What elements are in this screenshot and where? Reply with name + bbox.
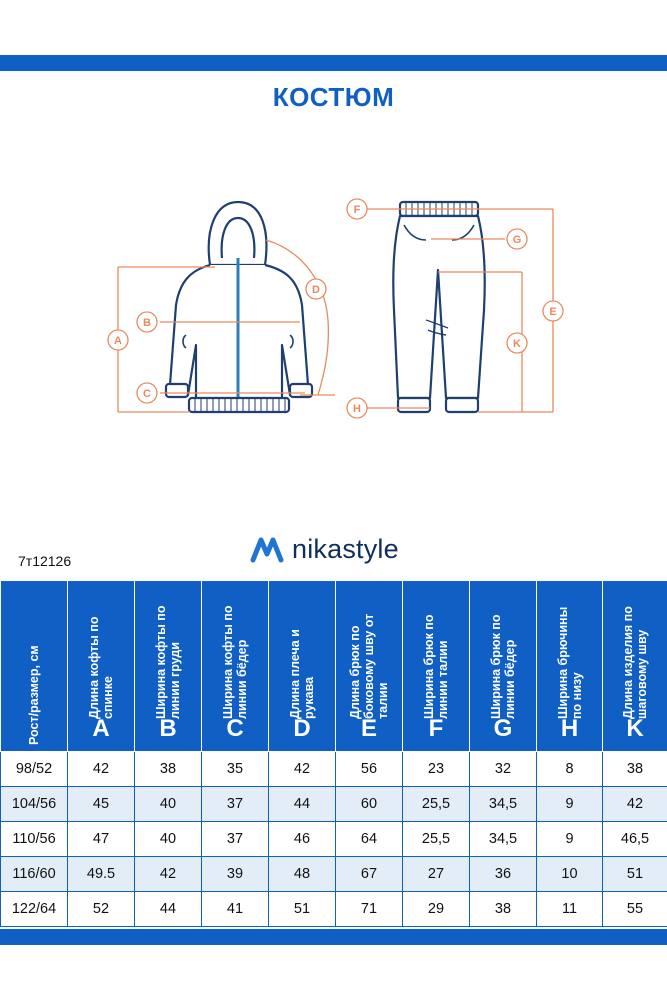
header-size bbox=[1, 581, 68, 752]
marker-e-label: E bbox=[549, 306, 557, 318]
table-cell: 60 bbox=[336, 787, 403, 822]
table-row bbox=[1, 752, 667, 787]
header-k bbox=[603, 581, 667, 752]
header-f bbox=[403, 581, 470, 752]
page-title: КОСТЮМ bbox=[272, 82, 395, 112]
header-letter: H bbox=[560, 715, 579, 742]
table-cell: 122/64 bbox=[1, 892, 68, 927]
header-d bbox=[269, 581, 336, 752]
table-cell: 64 bbox=[336, 822, 403, 857]
header-letter: A bbox=[92, 715, 110, 742]
header-label: Ширина брюк по линии талии bbox=[422, 614, 450, 719]
table-cell: 11 bbox=[537, 892, 603, 927]
table-cell: 9 bbox=[537, 822, 603, 857]
table-cell: 39 bbox=[202, 857, 269, 892]
table-cell: 36 bbox=[470, 857, 537, 892]
header-label: Длина брюк по боковому шву от талии bbox=[348, 613, 390, 719]
header-b bbox=[135, 581, 202, 752]
table-cell: 42 bbox=[603, 787, 667, 822]
header-letter: C bbox=[226, 715, 244, 742]
marker-f-label: F bbox=[353, 204, 361, 216]
header-label: Длина изделия по шаговому шву bbox=[621, 606, 649, 719]
table-cell: 27 bbox=[403, 857, 470, 892]
article-number: 7т12126 bbox=[18, 553, 72, 569]
header-letter: F bbox=[428, 715, 444, 742]
table-cell: 10 bbox=[537, 857, 603, 892]
table-cell: 9 bbox=[537, 787, 603, 822]
header-e bbox=[336, 581, 403, 752]
marker-a-label: A bbox=[114, 335, 122, 347]
table-cell: 38 bbox=[135, 752, 202, 787]
table-cell: 42 bbox=[269, 752, 336, 787]
table-cell: 56 bbox=[336, 752, 403, 787]
table-cell: 55 bbox=[603, 892, 667, 927]
table-cell: 49.5 bbox=[68, 857, 135, 892]
table-cell: 71 bbox=[336, 892, 403, 927]
table-cell: 104/56 bbox=[1, 787, 68, 822]
table-cell: 98/52 bbox=[1, 752, 68, 787]
table-cell: 23 bbox=[403, 752, 470, 787]
marker-h-label: H bbox=[353, 403, 361, 415]
table-cell: 46 bbox=[269, 822, 336, 857]
header-letter: D bbox=[293, 715, 311, 742]
marker-b-label: B bbox=[143, 317, 151, 329]
table-cell: 38 bbox=[470, 892, 537, 927]
marker-c-label: C bbox=[143, 388, 151, 400]
table-cell: 51 bbox=[603, 857, 667, 892]
table-cell: 46,5 bbox=[603, 822, 667, 857]
marker-g-label: G bbox=[512, 234, 522, 246]
header-label: Ширина кофты по линии бёдер bbox=[221, 605, 249, 719]
table-cell: 32 bbox=[470, 752, 537, 787]
measurement-diagram bbox=[0, 180, 667, 440]
table-cell: 44 bbox=[269, 787, 336, 822]
header-letter: G bbox=[493, 715, 513, 742]
header-label: Длина плеча и рукава bbox=[288, 629, 316, 719]
table-cell: 25,5 bbox=[403, 787, 470, 822]
nikastyle-logo-icon bbox=[250, 534, 284, 564]
pants-illustration bbox=[393, 202, 485, 412]
table-cell: 47 bbox=[68, 822, 135, 857]
header-label: Рост/размер, см bbox=[27, 645, 41, 745]
header-a bbox=[68, 581, 135, 752]
table-cell: 40 bbox=[135, 822, 202, 857]
table-cell: 42 bbox=[68, 752, 135, 787]
table-cell: 44 bbox=[135, 892, 202, 927]
size-table bbox=[0, 580, 667, 927]
table-cell: 35 bbox=[202, 752, 269, 787]
table-cell: 34,5 bbox=[470, 787, 537, 822]
header-label: Ширина брюк по линии бёдер bbox=[489, 614, 517, 719]
table-cell: 52 bbox=[68, 892, 135, 927]
jacket-illustration bbox=[166, 202, 312, 412]
table-cell: 41 bbox=[202, 892, 269, 927]
brand-name: nikastyle bbox=[292, 533, 399, 564]
table-row bbox=[1, 857, 667, 892]
table-cell: 37 bbox=[202, 787, 269, 822]
header-h bbox=[537, 581, 603, 752]
table-cell: 25,5 bbox=[403, 822, 470, 857]
header-label: Ширина брючины по низу bbox=[555, 606, 584, 719]
top-accent-bar bbox=[0, 55, 667, 71]
table-cell: 38 bbox=[603, 752, 667, 787]
table-cell: 8 bbox=[537, 752, 603, 787]
table-row bbox=[1, 822, 667, 857]
table-row bbox=[1, 892, 667, 927]
table-cell: 34,5 bbox=[470, 822, 537, 857]
header-c bbox=[202, 581, 269, 752]
table-cell: 37 bbox=[202, 822, 269, 857]
table-cell: 40 bbox=[135, 787, 202, 822]
table-cell: 29 bbox=[403, 892, 470, 927]
table-cell: 42 bbox=[135, 857, 202, 892]
table-cell: 67 bbox=[336, 857, 403, 892]
header-letter: E bbox=[360, 715, 377, 742]
table-row bbox=[1, 787, 667, 822]
header-g bbox=[470, 581, 537, 752]
brand-logo bbox=[250, 532, 399, 566]
table-cell: 116/60 bbox=[1, 857, 68, 892]
header-label: Длина кофты по спинке bbox=[87, 616, 115, 719]
header-label: Ширина кофты по линии груди bbox=[154, 605, 182, 719]
table-cell: 45 bbox=[68, 787, 135, 822]
bottom-accent-bar bbox=[0, 929, 667, 945]
table-cell: 48 bbox=[269, 857, 336, 892]
table-cell: 110/56 bbox=[1, 822, 68, 857]
marker-k-label: K bbox=[513, 338, 521, 350]
header-letter: K bbox=[626, 715, 644, 742]
header-letter: B bbox=[159, 715, 177, 742]
size-table-header-row bbox=[1, 581, 667, 752]
table-cell: 51 bbox=[269, 892, 336, 927]
marker-d-label: D bbox=[312, 284, 320, 296]
